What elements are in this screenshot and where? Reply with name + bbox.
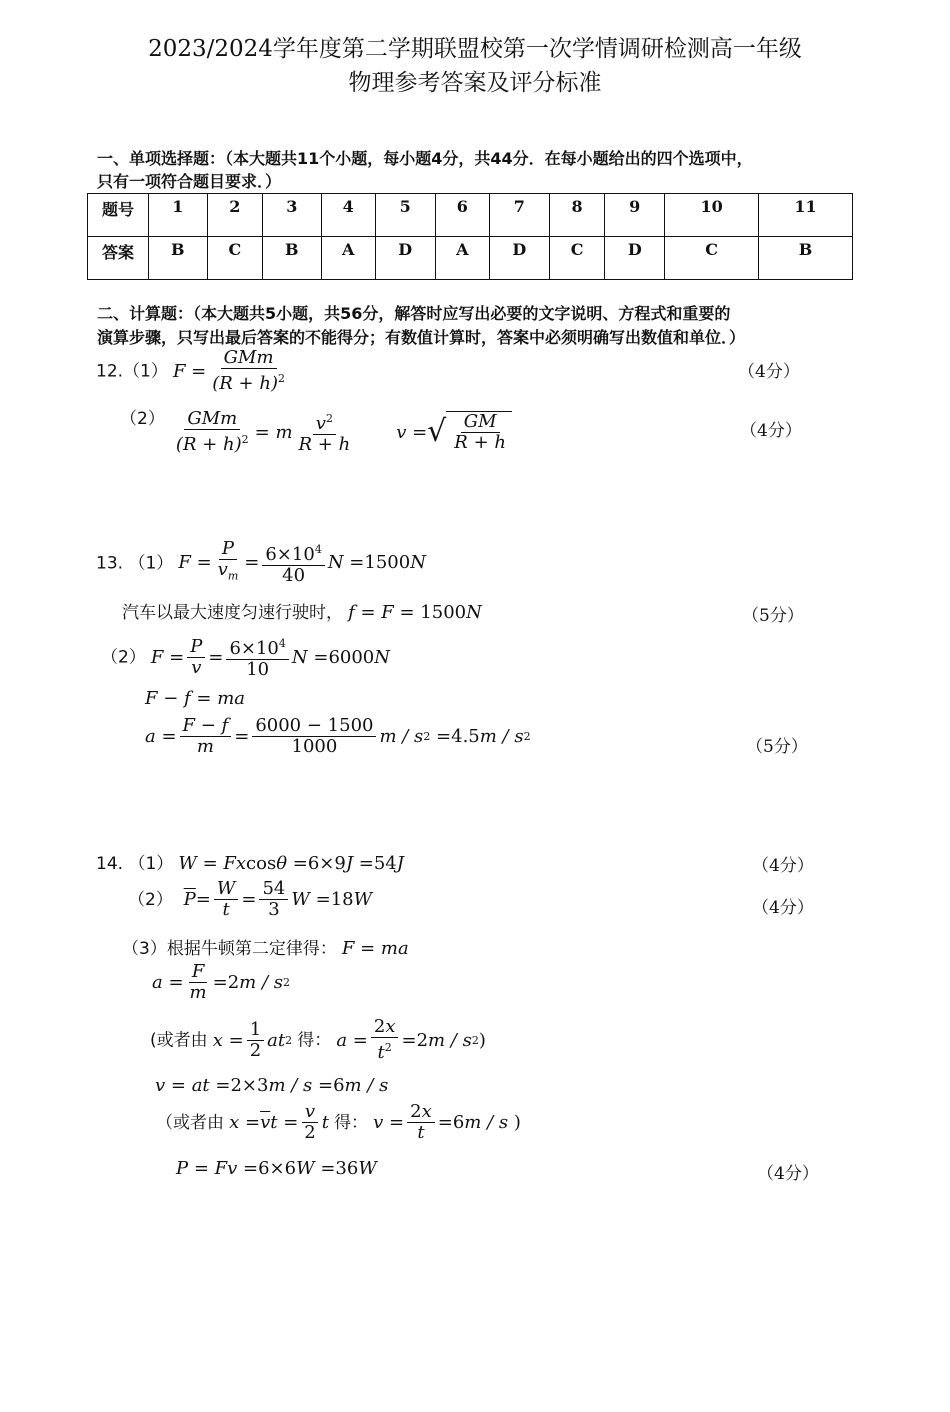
q14-label1: 14. （1）	[96, 854, 174, 874]
question-number: 4	[321, 194, 375, 237]
q12-equation1: F = $\frac{\text{GMm}}{(R + h)^2}$	[172, 347, 285, 394]
q13-label2: （2）	[101, 647, 146, 668]
q13-equation-friction: f = F = 1500 N	[348, 602, 482, 623]
q13-equation1: F = $\frac{P}{v_m}$ = $\frac{6\times 10^4}{40}$ N = 1500 N	[178, 538, 426, 586]
answer-row	[88, 237, 853, 280]
answer-table	[87, 193, 853, 280]
section2-heading-line1: 二、计算题：（本大题共5小题，共56分，解答时应写出必要的文字说明、方程式和重要的	[97, 304, 731, 323]
q12-label2: （2）	[120, 409, 165, 429]
answer-cell: A	[321, 237, 375, 280]
q12-score1: （4分）	[738, 362, 800, 382]
row-header-number: 题号	[88, 194, 149, 237]
q14-equation1: W = Fx cos θ = 6×9 J = 54 J	[178, 853, 404, 874]
answer-cell: D	[375, 237, 435, 280]
q14-equation3: F = ma	[341, 938, 409, 959]
q14-alt1-mid: 得：	[297, 1030, 332, 1051]
q14-alt1-eq2: a = $\frac{2x}{t^2}$ = 2 m / s 2 )	[336, 1016, 486, 1063]
q14-score3: （4分）	[757, 1164, 819, 1184]
q13-equation4: a = $\frac{F - f}{m}$ = $\frac{6000 - 1500}{1000}$ m / s 2 = 4.5 m / s 2	[145, 715, 531, 757]
q14-part3	[122, 934, 409, 959]
q14-part1	[96, 849, 404, 874]
question-number: 7	[489, 194, 549, 237]
q14-label3: （3）根据牛顿第二定律得：	[122, 939, 337, 959]
q13-score2: （5分）	[746, 737, 808, 757]
q14-part2	[128, 879, 372, 920]
q13-text1: 汽车以最大速度匀速行驶时，	[122, 603, 343, 623]
q14-alt2-mid: 得：	[334, 1113, 369, 1133]
section1-heading-line1: 一、单项选择题：（本大题共11个小题，每小题4分，共44分．在每小题给出的四个选项中，	[97, 149, 753, 168]
q14-label2: （2）	[128, 890, 173, 910]
q14-score1: （4分）	[752, 856, 814, 876]
row-header-answer: 答案	[88, 237, 149, 280]
question-number: 6	[435, 194, 489, 237]
q12-equation2: $\frac{\text{GMm}}{(R + h)^2}$ = m $\frac{v^2}{R + h}$ v = √ $\frac{GM}{R + h}$	[170, 409, 512, 455]
question-number: 5	[375, 194, 435, 237]
q14-alt2-prefix: （或者由	[156, 1113, 224, 1133]
q14-alt2	[156, 1102, 521, 1143]
q14-alt1-eq1: x = $\frac{1}{2}$ at 2	[212, 1018, 293, 1061]
answer-cell: B	[263, 237, 322, 280]
section1-heading-line2: 只有一项符合题目要求．）	[97, 172, 282, 191]
q14-equation2: $\overline{P}$ = $\frac{W}{t}$ = $\frac{54}{3}$ W = 18 W	[183, 878, 373, 920]
q14-alt1	[150, 1017, 486, 1063]
q13-score1: （5分）	[742, 606, 804, 626]
answer-cell: B	[759, 237, 853, 280]
question-number: 10	[665, 194, 759, 237]
question-number: 1	[149, 194, 208, 237]
question-number: 2	[207, 194, 262, 237]
page-title-line1: 2023/2024学年度第二学期联盟校第一次学情调研检测高一年级	[148, 36, 802, 62]
answer-cell: D	[489, 237, 549, 280]
number-row	[88, 194, 853, 237]
q14-equation6: P = Fv = 6×6 W = 36 W	[176, 1158, 377, 1179]
question-number: 8	[549, 194, 604, 237]
q13-label1: 13. （1）	[96, 553, 174, 574]
q12-part2	[120, 404, 512, 455]
answer-cell: A	[435, 237, 489, 280]
q12-score2: （4分）	[740, 421, 802, 441]
q14-equation5: v = at = 2×3 m / s = 6 m / s	[155, 1075, 389, 1096]
answer-cell: D	[605, 237, 665, 280]
q13-part2-accel	[145, 716, 531, 757]
q14-alt2-eq2: v = $\frac{2x}{t}$ = 6 m / s )	[373, 1101, 521, 1143]
section2-heading-line2: 演算步骤，只写出最后答案的不能得分；有数值计算时，答案中必须明确写出数值和单位．）	[97, 328, 746, 347]
q14-accel	[152, 962, 290, 1003]
question-number: 11	[759, 194, 853, 237]
q13-part1	[96, 539, 426, 587]
q14-alt1-prefix: (或者由	[150, 1030, 208, 1051]
q14-equation4: a = $\frac{F}{m}$ = 2 m / s 2	[152, 961, 290, 1003]
q12-part1	[96, 348, 291, 394]
q12-label1: 12.（1）	[96, 361, 168, 382]
q13-line2	[122, 598, 482, 623]
answer-cell: C	[549, 237, 604, 280]
answer-cell: C	[207, 237, 262, 280]
answer-cell: B	[149, 237, 208, 280]
q13-equation3: F − f = ma	[145, 688, 246, 709]
q13-equation2: F = $\frac{P}{v}$ = $\frac{6\times 10^4}{10}$ N = 6000 N	[150, 635, 391, 680]
q14-alt2-eq1: x = $\overline{v}$ t = $\frac{v}{2}$ t	[229, 1101, 329, 1143]
q14-score2: （4分）	[752, 898, 814, 918]
q13-part2	[101, 634, 390, 680]
question-number: 3	[263, 194, 322, 237]
page-title-line2: 物理参考答案及评分标准	[348, 70, 602, 96]
answer-cell: C	[665, 237, 759, 280]
question-number: 9	[605, 194, 665, 237]
